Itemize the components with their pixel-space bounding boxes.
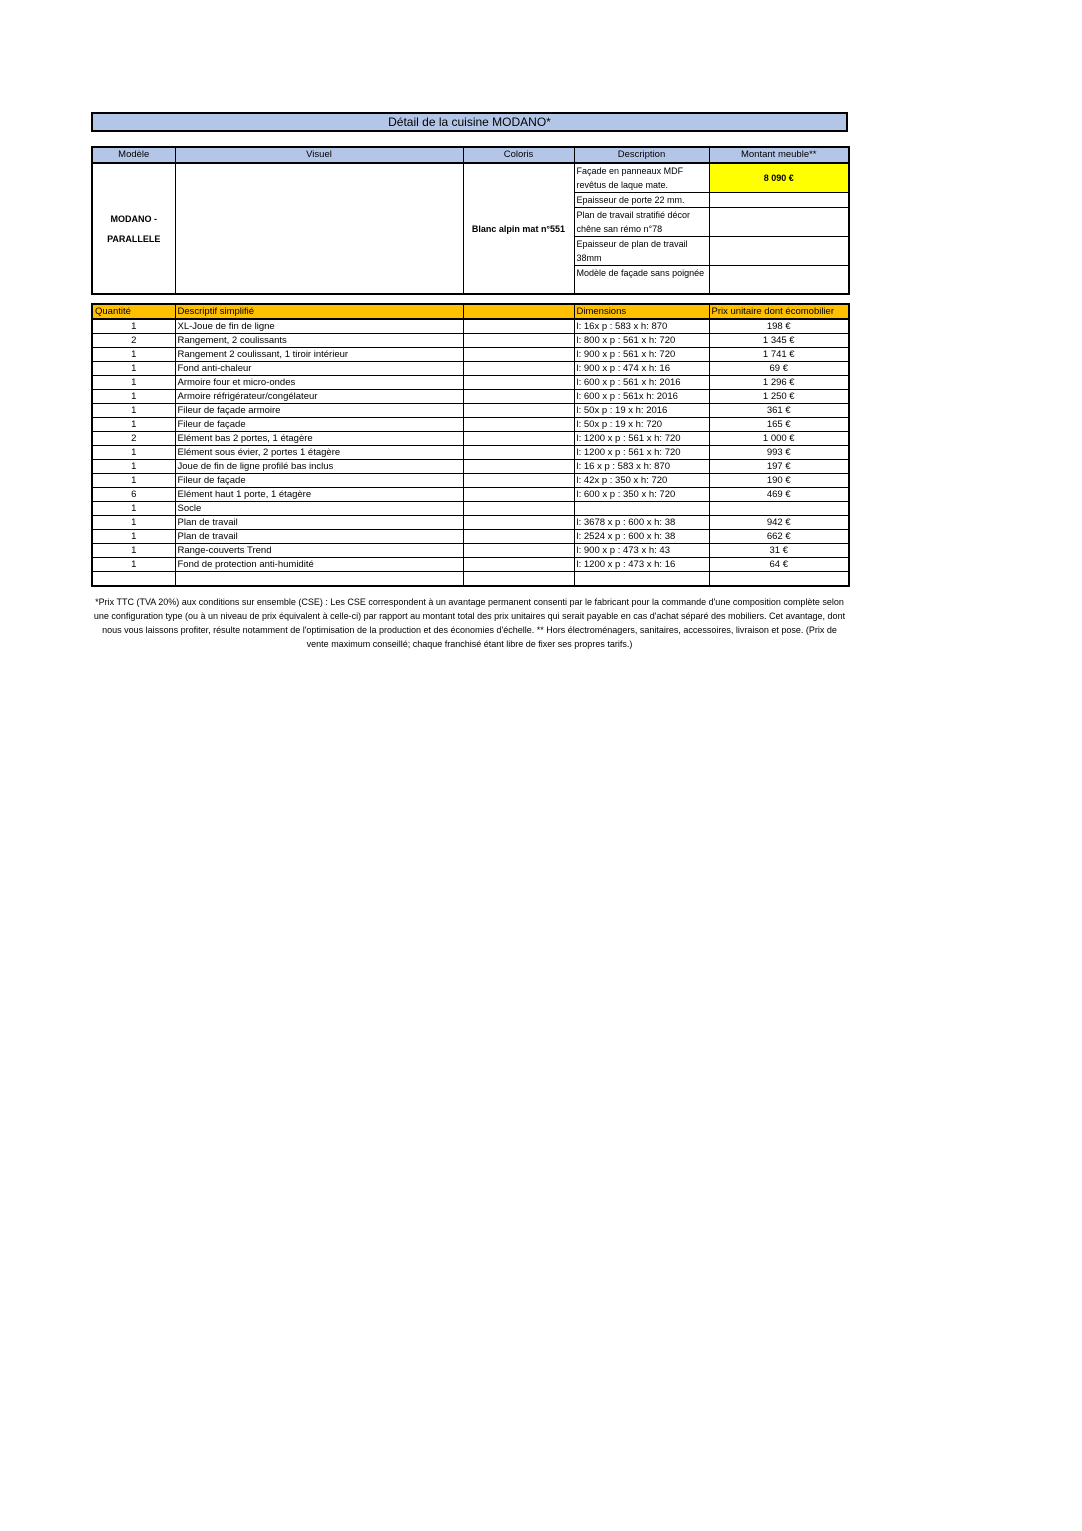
blank-cell	[463, 516, 574, 530]
dimensions-cell: l: 16 x p : 583 x h: 870	[574, 460, 709, 474]
blank-cell	[463, 488, 574, 502]
blank-cell	[463, 432, 574, 446]
description-cell: Fond de protection anti-humidité	[175, 558, 463, 572]
quantity-cell: 1	[92, 404, 175, 418]
dimensions-cell: l: 1200 x p : 561 x h: 720	[574, 432, 709, 446]
price-cell: 1 000 €	[709, 432, 849, 446]
dimensions-cell: l: 900 x p : 474 x h: 16	[574, 362, 709, 376]
montant-value: 8 090 €	[709, 163, 849, 193]
dimensions-cell	[574, 502, 709, 516]
description-cell: Armoire réfrigérateur/congélateur	[175, 390, 463, 404]
quantity-cell: 1	[92, 376, 175, 390]
montant-empty-cell	[709, 208, 849, 237]
page-title: Détail de la cuisine MODANO*	[91, 112, 848, 132]
summary-table	[91, 146, 850, 295]
table-row	[92, 516, 849, 530]
header-visuel: Visuel	[175, 147, 463, 163]
price-cell: 165 €	[709, 418, 849, 432]
price-cell: 31 €	[709, 544, 849, 558]
blank-cell	[463, 418, 574, 432]
table-row	[92, 362, 849, 376]
table-row	[92, 376, 849, 390]
items-header-row	[92, 304, 849, 319]
quantity-cell: 1	[92, 516, 175, 530]
table-row	[92, 502, 849, 516]
description-cell: Elément sous évier, 2 portes 1 étagère	[175, 446, 463, 460]
description-cell: Fond anti-chaleur	[175, 362, 463, 376]
price-cell: 942 €	[709, 516, 849, 530]
description-cell: Fileur de façade armoire	[175, 404, 463, 418]
price-cell: 361 €	[709, 404, 849, 418]
dimensions-cell: l: 1200 x p : 473 x h: 16	[574, 558, 709, 572]
table-row	[92, 558, 849, 572]
table-row	[92, 544, 849, 558]
summary-header-row	[92, 147, 849, 163]
table-row	[92, 446, 849, 460]
price-cell: 1 250 €	[709, 390, 849, 404]
description-cell: Plan de travail	[175, 530, 463, 544]
quantity-cell: 1	[92, 390, 175, 404]
dimensions-cell: l: 16x p : 583 x h: 870	[574, 319, 709, 334]
quantity-cell: 6	[92, 488, 175, 502]
description-cell	[175, 572, 463, 587]
description-line: Modèle de façade sans poignée	[574, 266, 709, 295]
dimensions-cell: l: 600 x p : 350 x h: 720	[574, 488, 709, 502]
montant-empty-cell	[709, 266, 849, 295]
description-cell: Joue de fin de ligne profilé bas inclus	[175, 460, 463, 474]
header-modele: Modèle	[92, 147, 175, 163]
blank-cell	[463, 348, 574, 362]
header-descriptif: Descriptif simplifié	[175, 304, 463, 319]
quantity-cell: 1	[92, 530, 175, 544]
blank-cell	[463, 319, 574, 334]
description-cell: XL-Joue de fin de ligne	[175, 319, 463, 334]
description-cell: Elément bas 2 portes, 1 étagère	[175, 432, 463, 446]
description-cell: Elément haut 1 porte, 1 étagère	[175, 488, 463, 502]
price-cell	[709, 502, 849, 516]
dimensions-cell: l: 42x p : 350 x h: 720	[574, 474, 709, 488]
price-cell	[709, 572, 849, 587]
table-row	[92, 488, 849, 502]
blank-cell	[463, 362, 574, 376]
description-cell: Rangement, 2 coulissants	[175, 334, 463, 348]
dimensions-cell: l: 600 x p : 561x h: 2016	[574, 390, 709, 404]
table-row	[92, 572, 849, 587]
blank-cell	[463, 446, 574, 460]
items-table	[91, 303, 850, 587]
description-cell: Socle	[175, 502, 463, 516]
header-prix: Prix unitaire dont écomobilier	[709, 304, 849, 319]
price-cell: 1 296 €	[709, 376, 849, 390]
price-cell: 1 741 €	[709, 348, 849, 362]
montant-empty-cell	[709, 237, 849, 266]
table-row	[92, 418, 849, 432]
header-blank	[463, 304, 574, 319]
table-row	[92, 404, 849, 418]
modele-value: MODANO - PARALLELE	[92, 163, 175, 294]
description-cell: Armoire four et micro-ondes	[175, 376, 463, 390]
description-cell: Fileur de façade	[175, 418, 463, 432]
quantity-cell: 1	[92, 362, 175, 376]
dimensions-cell: l: 1200 x p : 561 x h: 720	[574, 446, 709, 460]
footnote: *Prix TTC (TVA 20%) aux conditions sur ensemble (CSE) : Les CSE correspondent à un avantage permanent consenti par le fabricant pour la commande d'une composition complète selon une configuration type (ou à un niveau de prix équivalent à celle-ci) par rapport au montant total des prix unitaires qui serait payable en cas d'achat séparé des mobiliers. Cet avantage, dont nous vous laissons profiter, résulte notamment de l'optimisation de la production et des économies d'échelle. ** Hors électroménagers, sanitaires, accessoires, livraison et pose. (Prix de vente maximum conseillé; chaque franchisé étant libre de fixer ses propres tarifs.)	[93, 597, 846, 649]
dimensions-cell: l: 600 x p : 561 x h: 2016	[574, 376, 709, 390]
table-row	[92, 432, 849, 446]
header-dimensions: Dimensions	[574, 304, 709, 319]
quantity-cell: 1	[92, 502, 175, 516]
blank-cell	[463, 460, 574, 474]
description-cell: Fileur de façade	[175, 474, 463, 488]
dimensions-cell: l: 800 x p : 561 x h: 720	[574, 334, 709, 348]
price-cell: 190 €	[709, 474, 849, 488]
price-cell: 69 €	[709, 362, 849, 376]
quantity-cell: 1	[92, 558, 175, 572]
price-cell: 1 345 €	[709, 334, 849, 348]
quantity-cell	[92, 572, 175, 587]
description-line: Façade en panneaux MDF revêtus de laque mate.	[574, 163, 709, 193]
description-line: Epaisseur de porte 22 mm.	[574, 193, 709, 208]
header-quantite: Quantité	[92, 304, 175, 319]
quantity-cell: 1	[92, 460, 175, 474]
quantity-cell: 1	[92, 474, 175, 488]
table-row	[92, 319, 849, 334]
price-cell: 198 €	[709, 319, 849, 334]
table-row	[92, 348, 849, 362]
price-cell: 197 €	[709, 460, 849, 474]
header-description: Description	[574, 147, 709, 163]
blank-cell	[463, 544, 574, 558]
description-line: Epaisseur de plan de travail 38mm	[574, 237, 709, 266]
quantity-cell: 1	[92, 544, 175, 558]
blank-cell	[463, 334, 574, 348]
montant-empty-cell	[709, 193, 849, 208]
price-cell: 64 €	[709, 558, 849, 572]
quantity-cell: 1	[92, 348, 175, 362]
quantity-cell: 2	[92, 432, 175, 446]
dimensions-cell: l: 900 x p : 561 x h: 720	[574, 348, 709, 362]
blank-cell	[463, 390, 574, 404]
quantity-cell: 1	[92, 319, 175, 334]
blank-cell	[463, 572, 574, 587]
price-cell: 469 €	[709, 488, 849, 502]
dimensions-cell: l: 2524 x p : 600 x h: 38	[574, 530, 709, 544]
visuel-cell	[175, 163, 463, 294]
header-coloris: Coloris	[463, 147, 574, 163]
dimensions-cell: l: 50x p : 19 x h: 720	[574, 418, 709, 432]
table-row	[92, 334, 849, 348]
dimensions-cell: l: 50x p : 19 x h: 2016	[574, 404, 709, 418]
table-row	[92, 474, 849, 488]
description-cell: Rangement 2 coulissant, 1 tiroir intérieur	[175, 348, 463, 362]
blank-cell	[463, 530, 574, 544]
blank-cell	[463, 558, 574, 572]
quantity-cell: 1	[92, 418, 175, 432]
table-row	[92, 460, 849, 474]
description-line: Plan de travail stratifié décor chêne san rémo n°78	[574, 208, 709, 237]
blank-cell	[463, 376, 574, 390]
price-cell: 993 €	[709, 446, 849, 460]
table-row	[92, 530, 849, 544]
blank-cell	[463, 502, 574, 516]
description-cell: Plan de travail	[175, 516, 463, 530]
dimensions-cell: l: 3678 x p : 600 x h: 38	[574, 516, 709, 530]
description-cell: Range-couverts Trend	[175, 544, 463, 558]
blank-cell	[463, 474, 574, 488]
table-row	[92, 390, 849, 404]
quantity-cell: 1	[92, 446, 175, 460]
blank-cell	[463, 404, 574, 418]
dimensions-cell: l: 900 x p : 473 x h: 43	[574, 544, 709, 558]
price-cell: 662 €	[709, 530, 849, 544]
dimensions-cell	[574, 572, 709, 587]
header-montant: Montant meuble**	[709, 147, 849, 163]
quantity-cell: 2	[92, 334, 175, 348]
coloris-value: Blanc alpin mat n°551	[463, 163, 574, 294]
